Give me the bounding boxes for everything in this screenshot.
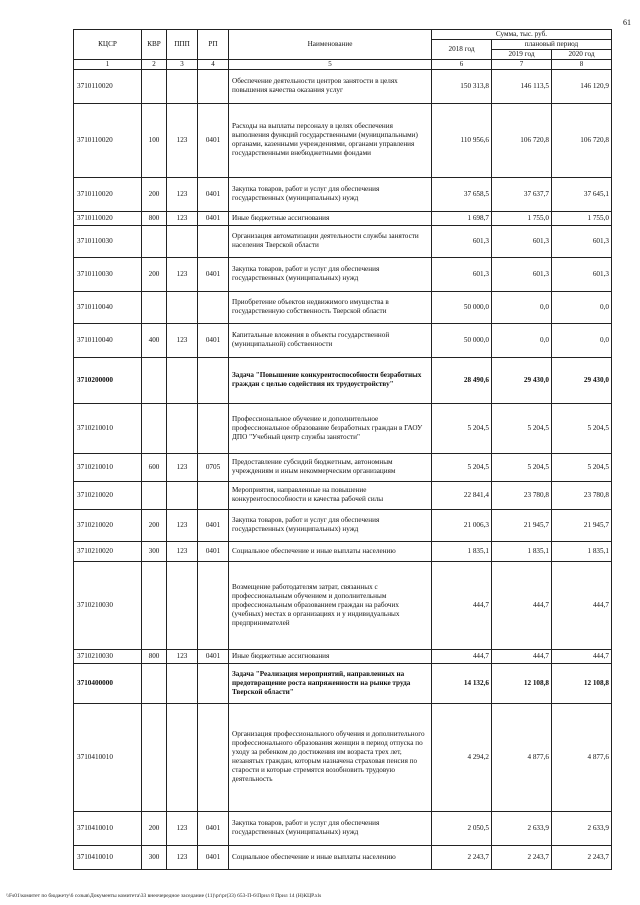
rp-cell: 0401 (198, 845, 229, 869)
value-2019-cell: 1 835,1 (492, 541, 552, 561)
kvr-cell (142, 561, 167, 649)
column-number: 3 (167, 60, 198, 70)
rp-cell: 0401 (198, 103, 229, 177)
value-2018-cell: 2 050,5 (432, 811, 492, 845)
value-2019-cell: 37 637,7 (492, 177, 552, 211)
ppp-cell: 123 (167, 323, 198, 357)
header-ppp: ППП (167, 30, 198, 60)
table-row (74, 481, 612, 509)
value-2018-cell: 37 658,5 (432, 177, 492, 211)
kvr-cell (142, 481, 167, 509)
name-cell: Предоставление субсидий бюджетным, автономным учреждениям и иным некоммерческим организациям (229, 453, 432, 481)
table-body (74, 69, 612, 869)
column-number: 5 (229, 60, 432, 70)
kcsr-cell: 3710210010 (74, 403, 142, 453)
kcsr-cell: 3710400000 (74, 663, 142, 703)
value-2019-cell: 5 204,5 (492, 403, 552, 453)
footer-file-path: \\Fs01\комитет по бюджету\6 созыв\Документы комитета\33 внеочередное заседание (11)\pr\pr(33) 653-П-6\Прил 8 Прил 14 (Н)КЦР.xls (6, 893, 322, 899)
kcsr-cell: 3710210020 (74, 541, 142, 561)
value-2020-cell: 5 204,5 (552, 453, 612, 481)
column-number: 4 (198, 60, 229, 70)
kcsr-cell: 3710110020 (74, 177, 142, 211)
value-2018-cell: 1 835,1 (432, 541, 492, 561)
rp-cell (198, 357, 229, 403)
value-2019-cell: 601,3 (492, 225, 552, 257)
kcsr-cell: 3710110030 (74, 257, 142, 291)
name-cell: Социальное обеспечение и иные выплаты населению (229, 845, 432, 869)
table-row (74, 257, 612, 291)
value-2019-cell: 1 755,0 (492, 211, 552, 225)
page-number: 61 (623, 18, 631, 27)
kvr-cell: 800 (142, 649, 167, 663)
header-2019: 2019 год (492, 50, 552, 60)
kcsr-cell: 3710110040 (74, 291, 142, 323)
table-row (74, 561, 612, 649)
ppp-cell (167, 357, 198, 403)
value-2020-cell: 2 633,9 (552, 811, 612, 845)
ppp-cell: 123 (167, 509, 198, 541)
ppp-cell: 123 (167, 257, 198, 291)
kvr-cell: 300 (142, 845, 167, 869)
table-row (74, 703, 612, 811)
value-2018-cell: 601,3 (432, 225, 492, 257)
table-row (74, 649, 612, 663)
value-2018-cell: 4 294,2 (432, 703, 492, 811)
value-2018-cell: 2 243,7 (432, 845, 492, 869)
name-cell: Иные бюджетные ассигнования (229, 649, 432, 663)
budget-table (73, 29, 612, 870)
header-rp: РП (198, 30, 229, 60)
kcsr-cell: 3710210020 (74, 509, 142, 541)
header-planned-period: плановый период (492, 40, 612, 50)
name-cell: Возмещение работодателям затрат, связанных с профессиональным обучением и дополнительным профессиональным образованием граждан на рабочих (учебных) местах в организациях и у индивидуальных предпринимателей (229, 561, 432, 649)
value-2018-cell: 22 841,4 (432, 481, 492, 509)
value-2018-cell: 444,7 (432, 561, 492, 649)
value-2019-cell: 21 945,7 (492, 509, 552, 541)
value-2018-cell: 1 698,7 (432, 211, 492, 225)
ppp-cell (167, 291, 198, 323)
value-2020-cell: 1 755,0 (552, 211, 612, 225)
kvr-cell (142, 291, 167, 323)
value-2019-cell: 12 108,8 (492, 663, 552, 703)
table-row (74, 845, 612, 869)
ppp-cell: 123 (167, 453, 198, 481)
name-cell: Организация автоматизации деятельности службы занятости населения Тверской области (229, 225, 432, 257)
value-2019-cell: 2 243,7 (492, 845, 552, 869)
kvr-cell (142, 703, 167, 811)
table-row (74, 453, 612, 481)
rp-cell (198, 663, 229, 703)
kcsr-cell: 3710210010 (74, 453, 142, 481)
value-2018-cell: 110 956,6 (432, 103, 492, 177)
value-2019-cell: 146 113,5 (492, 69, 552, 103)
kcsr-cell: 3710410010 (74, 845, 142, 869)
table-row (74, 357, 612, 403)
kcsr-cell: 3710200000 (74, 357, 142, 403)
kvr-cell: 400 (142, 323, 167, 357)
ppp-cell: 123 (167, 811, 198, 845)
rp-cell: 0401 (198, 323, 229, 357)
header-sum: Сумма, тыс. руб. (432, 30, 612, 40)
ppp-cell: 123 (167, 177, 198, 211)
rp-cell: 0401 (198, 541, 229, 561)
name-cell: Капитальные вложения в объекты государственной (муниципальной) собственности (229, 323, 432, 357)
table-row (74, 509, 612, 541)
value-2020-cell: 444,7 (552, 561, 612, 649)
value-2020-cell: 0,0 (552, 323, 612, 357)
value-2020-cell: 444,7 (552, 649, 612, 663)
ppp-cell: 123 (167, 211, 198, 225)
table-row (74, 663, 612, 703)
kcsr-cell: 3710210030 (74, 561, 142, 649)
value-2019-cell: 601,3 (492, 257, 552, 291)
value-2020-cell: 2 243,7 (552, 845, 612, 869)
name-cell: Социальное обеспечение и иные выплаты населению (229, 541, 432, 561)
value-2020-cell: 106 720,8 (552, 103, 612, 177)
value-2018-cell: 50 000,0 (432, 323, 492, 357)
kvr-cell: 200 (142, 177, 167, 211)
name-cell: Закупка товаров, работ и услуг для обеспечения государственных (муниципальных) нужд (229, 257, 432, 291)
value-2020-cell: 5 204,5 (552, 403, 612, 453)
header-kcsr: КЦСР (74, 30, 142, 60)
rp-cell (198, 481, 229, 509)
header-kvr: КВР (142, 30, 167, 60)
value-2019-cell: 444,7 (492, 649, 552, 663)
header-2020: 2020 год (552, 50, 612, 60)
value-2019-cell: 106 720,8 (492, 103, 552, 177)
kcsr-cell: 3710210030 (74, 649, 142, 663)
value-2019-cell: 4 877,6 (492, 703, 552, 811)
table-row (74, 225, 612, 257)
kcsr-cell: 3710110020 (74, 211, 142, 225)
value-2020-cell: 1 835,1 (552, 541, 612, 561)
table-row (74, 69, 612, 103)
name-cell: Закупка товаров, работ и услуг для обеспечения государственных (муниципальных) нужд (229, 509, 432, 541)
table-row (74, 211, 612, 225)
kcsr-cell: 3710110020 (74, 103, 142, 177)
column-number: 6 (432, 60, 492, 70)
ppp-cell: 123 (167, 649, 198, 663)
value-2020-cell: 37 645,1 (552, 177, 612, 211)
name-cell: Профессиональное обучение и дополнительное профессиональное образование безработных граждан в ГАОУ ДПО "Учебный центр службы занятости" (229, 403, 432, 453)
rp-cell: 0705 (198, 453, 229, 481)
kvr-cell (142, 225, 167, 257)
value-2020-cell: 601,3 (552, 257, 612, 291)
ppp-cell (167, 703, 198, 811)
value-2018-cell: 5 204,5 (432, 403, 492, 453)
name-cell: Приобретение объектов недвижимого имущества в государственную собственность Тверской области (229, 291, 432, 323)
kvr-cell: 100 (142, 103, 167, 177)
column-number-row (74, 60, 612, 70)
value-2020-cell: 23 780,8 (552, 481, 612, 509)
header-name: Наименование (229, 30, 432, 60)
value-2018-cell: 50 000,0 (432, 291, 492, 323)
rp-cell (198, 561, 229, 649)
table-row (74, 103, 612, 177)
kcsr-cell: 3710410010 (74, 703, 142, 811)
value-2018-cell: 150 313,8 (432, 69, 492, 103)
ppp-cell: 123 (167, 541, 198, 561)
value-2020-cell: 0,0 (552, 291, 612, 323)
rp-cell (198, 225, 229, 257)
ppp-cell (167, 663, 198, 703)
kcsr-cell: 3710110030 (74, 225, 142, 257)
name-cell: Иные бюджетные ассигнования (229, 211, 432, 225)
value-2020-cell: 21 945,7 (552, 509, 612, 541)
value-2019-cell: 0,0 (492, 291, 552, 323)
rp-cell (198, 703, 229, 811)
rp-cell: 0401 (198, 257, 229, 291)
value-2020-cell: 146 120,9 (552, 69, 612, 103)
value-2019-cell: 29 430,0 (492, 357, 552, 403)
value-2019-cell: 2 633,9 (492, 811, 552, 845)
rp-cell (198, 69, 229, 103)
value-2018-cell: 14 132,6 (432, 663, 492, 703)
kcsr-cell: 3710410010 (74, 811, 142, 845)
ppp-cell (167, 561, 198, 649)
kvr-cell: 200 (142, 811, 167, 845)
column-number: 2 (142, 60, 167, 70)
kcsr-cell: 3710110040 (74, 323, 142, 357)
column-number: 8 (552, 60, 612, 70)
value-2020-cell: 4 877,6 (552, 703, 612, 811)
kvr-cell: 800 (142, 211, 167, 225)
name-cell: Задача "Повышение конкурентоспособности безработных граждан с целью содействия их трудоустройству" (229, 357, 432, 403)
table-row (74, 541, 612, 561)
value-2019-cell: 5 204,5 (492, 453, 552, 481)
value-2018-cell: 444,7 (432, 649, 492, 663)
kvr-cell (142, 403, 167, 453)
value-2018-cell: 21 006,3 (432, 509, 492, 541)
table-row (74, 323, 612, 357)
rp-cell: 0401 (198, 509, 229, 541)
rp-cell: 0401 (198, 177, 229, 211)
kvr-cell (142, 663, 167, 703)
name-cell: Организация профессионального обучения и дополнительного профессионального образования женщин в период отпуска по уходу за ребенком до достижения им возраста трех лет, незанятых граждан, которым назначена страховая пенсия по старости и которые стремятся возобновить трудовую деятельность (229, 703, 432, 811)
rp-cell: 0401 (198, 649, 229, 663)
kvr-cell (142, 357, 167, 403)
name-cell: Задача "Реализация мероприятий, направленных на предотвращение роста напряженности на рынке труда Тверской области" (229, 663, 432, 703)
name-cell: Мероприятия, направленные на повышение конкурентоспособности и качества рабочей силы (229, 481, 432, 509)
kvr-cell: 600 (142, 453, 167, 481)
rp-cell: 0401 (198, 811, 229, 845)
value-2019-cell: 23 780,8 (492, 481, 552, 509)
ppp-cell: 123 (167, 103, 198, 177)
value-2020-cell: 29 430,0 (552, 357, 612, 403)
value-2018-cell: 601,3 (432, 257, 492, 291)
name-cell: Расходы на выплаты персоналу в целях обеспечения выполнения функций государственными (муниципальными) органами, казенными учреждениями, органами управления государственными внебюджетными фондами (229, 103, 432, 177)
kcsr-cell: 3710210020 (74, 481, 142, 509)
kcsr-cell: 3710110020 (74, 69, 142, 103)
kvr-cell: 200 (142, 257, 167, 291)
table-row (74, 403, 612, 453)
value-2018-cell: 5 204,5 (432, 453, 492, 481)
value-2019-cell: 0,0 (492, 323, 552, 357)
rp-cell: 0401 (198, 211, 229, 225)
name-cell: Закупка товаров, работ и услуг для обеспечения государственных (муниципальных) нужд (229, 177, 432, 211)
value-2020-cell: 12 108,8 (552, 663, 612, 703)
name-cell: Обеспечение деятельности центров занятости в целях повышения качества оказания услуг (229, 69, 432, 103)
ppp-cell (167, 225, 198, 257)
ppp-cell (167, 481, 198, 509)
column-number: 7 (492, 60, 552, 70)
rp-cell (198, 403, 229, 453)
header-2018: 2018 год (432, 40, 492, 60)
kvr-cell: 200 (142, 509, 167, 541)
table-row (74, 291, 612, 323)
ppp-cell: 123 (167, 845, 198, 869)
column-number: 1 (74, 60, 142, 70)
kvr-cell (142, 69, 167, 103)
value-2020-cell: 601,3 (552, 225, 612, 257)
table-row (74, 177, 612, 211)
value-2019-cell: 444,7 (492, 561, 552, 649)
value-2018-cell: 28 490,6 (432, 357, 492, 403)
rp-cell (198, 291, 229, 323)
ppp-cell (167, 403, 198, 453)
name-cell: Закупка товаров, работ и услуг для обеспечения государственных (муниципальных) нужд (229, 811, 432, 845)
table-row (74, 811, 612, 845)
ppp-cell (167, 69, 198, 103)
kvr-cell: 300 (142, 541, 167, 561)
